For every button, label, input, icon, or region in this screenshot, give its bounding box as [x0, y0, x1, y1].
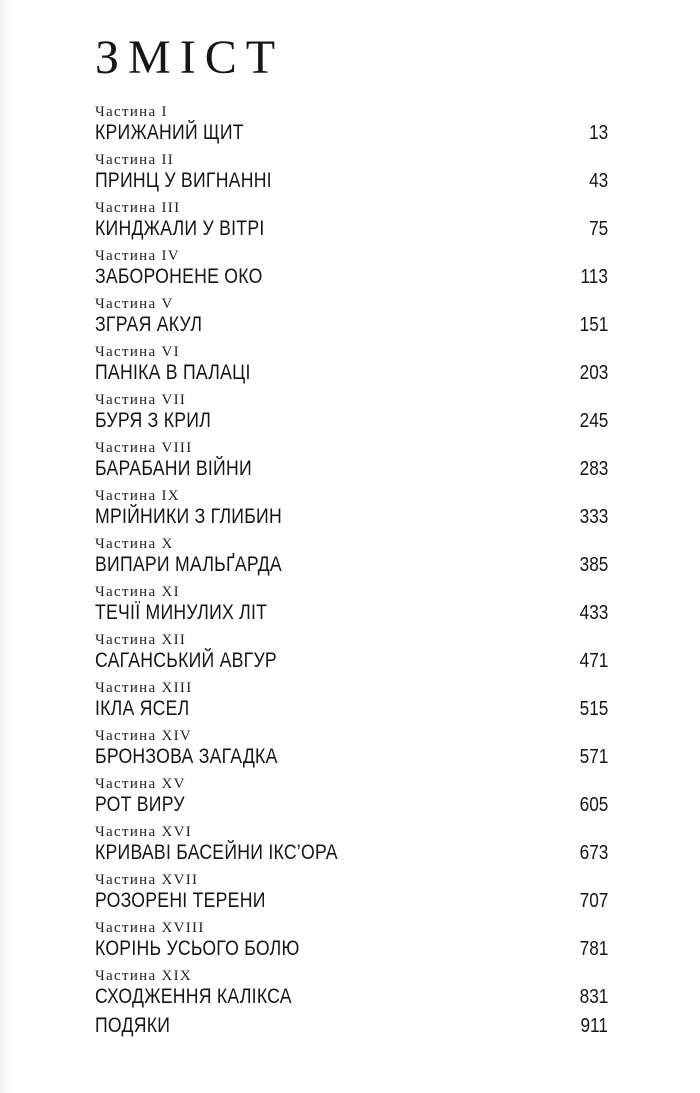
- page-number: 911: [580, 1015, 608, 1037]
- toc-entry: [95, 295, 608, 336]
- chapter-title: ПАНІКА В ПАЛАЦІ: [95, 361, 251, 384]
- toc-entry: [95, 679, 608, 720]
- part-label: Частина XIII: [95, 680, 193, 696]
- toc-entry: [95, 967, 608, 1008]
- chapter-title: ПОДЯКИ: [95, 1014, 171, 1037]
- chapter-title: ТЕЧІЇ МИНУЛИХ ЛІТ: [95, 601, 268, 624]
- toc-entry: [95, 919, 608, 960]
- chapter-title: ВИПАРИ МАЛЬҐАРДА: [95, 553, 282, 576]
- part-label: Частина IX: [95, 488, 180, 504]
- chapter-title: РОЗОРЕНІ ТЕРЕНИ: [95, 889, 266, 912]
- toc-entry: [95, 199, 608, 240]
- entry-row: [95, 458, 608, 480]
- entry-row: [95, 602, 608, 624]
- entry-row: [95, 986, 608, 1008]
- page-number: 471: [579, 650, 608, 672]
- toc-entry: [95, 535, 608, 576]
- page-number: 203: [579, 362, 608, 384]
- page-number: 707: [579, 890, 608, 912]
- toc-entry: [95, 871, 608, 912]
- entry-row: [95, 554, 608, 576]
- chapter-title: БРОНЗОВА ЗАГАДКА: [95, 745, 278, 768]
- entry-row: [95, 746, 608, 768]
- toc-entry: [95, 439, 608, 480]
- page-number: 245: [579, 410, 608, 432]
- entry-row: [95, 170, 608, 192]
- entry-row: [95, 362, 608, 384]
- chapter-title: МРІЙНИКИ З ГЛИБИН: [95, 505, 282, 528]
- part-label: Частина III: [95, 200, 181, 216]
- chapter-title: БАРАБАНИ ВІЙНИ: [95, 457, 252, 480]
- toc-entry: [95, 487, 608, 528]
- part-label: Частина V: [95, 296, 174, 312]
- page-number: 283: [579, 458, 608, 480]
- page-number: 333: [579, 506, 608, 528]
- chapter-title: КОРІНЬ УСЬОГО БОЛЮ: [95, 937, 300, 960]
- part-label: Частина I: [95, 104, 168, 120]
- chapter-title: ІКЛА ЯСЕЛ: [95, 697, 190, 720]
- entry-row: [95, 122, 608, 144]
- page-number: 571: [579, 746, 608, 768]
- page-number: 43: [588, 170, 608, 192]
- toc-entry: [95, 151, 608, 192]
- chapter-title: ЗАБОРОНЕНЕ ОКО: [95, 265, 263, 288]
- page-number: 781: [579, 938, 608, 960]
- toc-entry: [95, 103, 608, 144]
- page-number: 673: [579, 842, 608, 864]
- part-label: Частина XV: [95, 776, 186, 792]
- chapter-title: ЗГРАЯ АКУЛ: [95, 313, 203, 336]
- toc-entry: [95, 583, 608, 624]
- page-number: 433: [579, 602, 608, 624]
- part-label: Частина XI: [95, 584, 180, 600]
- part-label: Частина X: [95, 536, 174, 552]
- part-label: Частина VIII: [95, 440, 193, 456]
- toc-entry: [95, 631, 608, 672]
- entry-row: [95, 1015, 608, 1037]
- page-number: 151: [579, 314, 608, 336]
- entry-row: [95, 650, 608, 672]
- entry-row: [95, 314, 608, 336]
- part-label: Частина XVIII: [95, 920, 205, 936]
- chapter-title: СХОДЖЕННЯ КАЛІКСА: [95, 985, 292, 1008]
- entry-row: [95, 410, 608, 432]
- part-label: Частина XVII: [95, 872, 199, 888]
- toc-content: [95, 0, 608, 1044]
- chapter-title: РОТ ВИРУ: [95, 793, 185, 816]
- toc-list: [95, 103, 608, 1037]
- part-label: Частина XIV: [95, 728, 193, 744]
- entry-row: [95, 938, 608, 960]
- part-label: Частина XIX: [95, 968, 193, 984]
- toc-entry: [95, 1015, 608, 1037]
- chapter-title: КРИВАВІ БАСЕЙНИ ІКС’ОРА: [95, 841, 338, 864]
- page-number: 75: [588, 218, 608, 240]
- chapter-title: КРИЖАНИЙ ЩИТ: [95, 121, 244, 144]
- toc-entry: [95, 823, 608, 864]
- toc-entry: [95, 727, 608, 768]
- entry-row: [95, 842, 608, 864]
- toc-entry: [95, 343, 608, 384]
- toc-entry: [95, 775, 608, 816]
- toc-entry: [95, 391, 608, 432]
- chapter-title: КИНДЖАЛИ У ВІТРІ: [95, 217, 265, 240]
- part-label: Частина II: [95, 152, 175, 168]
- part-label: Частина VI: [95, 344, 180, 360]
- chapter-title: САГАНСЬКИЙ АВГУР: [95, 649, 277, 672]
- part-label: Частина IV: [95, 248, 180, 264]
- page-number: 831: [579, 986, 608, 1008]
- page-number: 605: [579, 794, 608, 816]
- toc-entry: [95, 247, 608, 288]
- entry-row: [95, 506, 608, 528]
- page-number: 13: [588, 122, 608, 144]
- entry-row: [95, 266, 608, 288]
- part-label: Частина XII: [95, 632, 187, 648]
- entry-row: [95, 794, 608, 816]
- page-title: ЗМІСТ: [95, 31, 285, 84]
- page-number: 385: [579, 554, 608, 576]
- chapter-title: ПРИНЦ У ВИГНАННІ: [95, 169, 272, 192]
- page-number: 515: [579, 698, 608, 720]
- entry-row: [95, 698, 608, 720]
- page-number: 113: [580, 266, 608, 288]
- part-label: Частина XVI: [95, 824, 193, 840]
- entry-row: [95, 218, 608, 240]
- entry-row: [95, 890, 608, 912]
- chapter-title: БУРЯ З КРИЛ: [95, 409, 212, 432]
- part-label: Частина VII: [95, 392, 187, 408]
